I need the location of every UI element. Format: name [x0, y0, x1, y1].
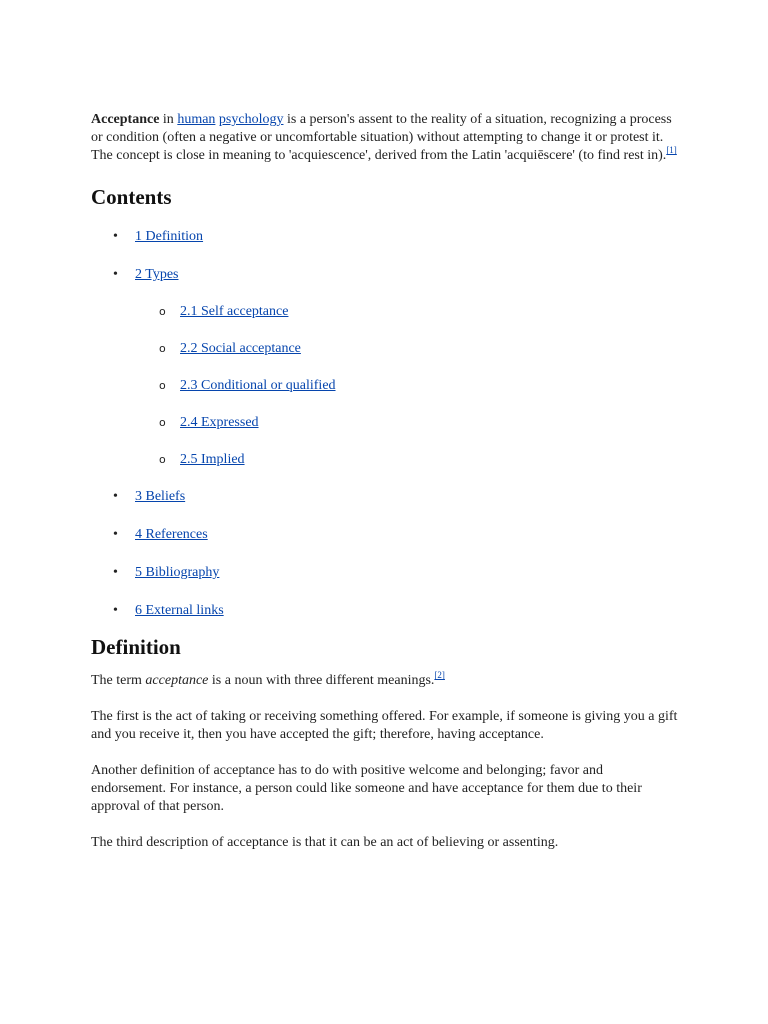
toc-link-implied[interactable]: 2.5 Implied [180, 452, 245, 467]
intro-paragraph [91, 111, 681, 165]
toc-link-self-acceptance[interactable]: 2.1 Self acceptance [180, 304, 289, 319]
toc-sublist-types [135, 303, 681, 469]
intro-text: in [159, 112, 178, 127]
circle-bullet-icon: o [159, 305, 166, 318]
toc-link-social-acceptance[interactable]: 2.2 Social acceptance [180, 341, 301, 356]
reference-2-link[interactable]: [2] [434, 670, 445, 680]
toc-link-expressed[interactable]: 2.4 Expressed [180, 415, 259, 430]
toc-link-beliefs[interactable]: 3 Beliefs [135, 489, 186, 504]
toc-item-conditional [135, 377, 681, 395]
definition-text: The term [91, 673, 146, 688]
toc-item-types [91, 266, 681, 469]
circle-bullet-icon: o [159, 416, 166, 429]
definition-heading: Definition [91, 635, 181, 659]
toc-link-references[interactable]: 4 References [135, 527, 208, 542]
toc-item-implied [135, 451, 681, 469]
article-term: Acceptance [91, 112, 160, 127]
toc-item-definition [91, 228, 681, 246]
circle-bullet-icon: o [159, 342, 166, 355]
definition-term: acceptance [145, 673, 209, 688]
toc-link-bibliography[interactable]: 5 Bibliography [135, 565, 220, 580]
toc-item-references [91, 526, 681, 544]
toc-item-social-acceptance [135, 340, 681, 358]
toc-link-conditional[interactable]: 2.3 Conditional or qualified [180, 378, 336, 393]
toc-item-self-acceptance [135, 303, 681, 321]
definition-text: is a noun with three different meanings. [208, 673, 435, 688]
bullet-icon: • [113, 527, 118, 542]
article-body [91, 111, 681, 870]
toc-link-external-links[interactable]: 6 External links [135, 603, 224, 618]
toc-item-bibliography [91, 564, 681, 582]
circle-bullet-icon: o [159, 453, 166, 466]
contents-heading: Contents [91, 185, 172, 209]
circle-bullet-icon: o [159, 379, 166, 392]
bullet-icon: • [113, 267, 118, 282]
link-human[interactable]: human [177, 112, 216, 127]
bullet-icon: • [113, 229, 118, 244]
bullet-icon: • [113, 565, 118, 580]
link-psychology[interactable]: psychology [218, 112, 284, 127]
bullet-icon: • [113, 489, 118, 504]
table-of-contents [91, 228, 681, 620]
definition-paragraph-3: Another definition of acceptance has to do with positive welcome and belonging; favor and endorsement. For instance, a person could like someone and have acceptance for them due to their approval of that person. [91, 763, 642, 814]
bullet-icon: • [113, 603, 118, 618]
toc-item-expressed [135, 414, 681, 432]
definition-paragraph-1 [91, 672, 681, 690]
toc-link-types[interactable]: 2 Types [135, 267, 179, 282]
toc-item-beliefs [91, 488, 681, 506]
definition-paragraph-2: The first is the act of taking or receiving something offered. For example, if someone is giving you a gift and you receive it, then you have accepted the gift; therefore, having acceptance. [91, 709, 678, 742]
toc-link-definition[interactable]: 1 Definition [135, 229, 204, 244]
intro-text: is a person's assent to the reality of a situation, recognizing a process or condition (often a negative or uncomfortable situation) without attempting to change it or protest it. The concept is close in meaning to 'acquiescence', derived from the Latin 'acquiēscere' (to find rest in). [91, 112, 672, 163]
definition-paragraph-4: The third description of acceptance is that it can be an act of believing or assenting. [91, 835, 559, 850]
reference-1-link[interactable]: [1] [666, 145, 677, 155]
toc-item-external-links [91, 602, 681, 620]
